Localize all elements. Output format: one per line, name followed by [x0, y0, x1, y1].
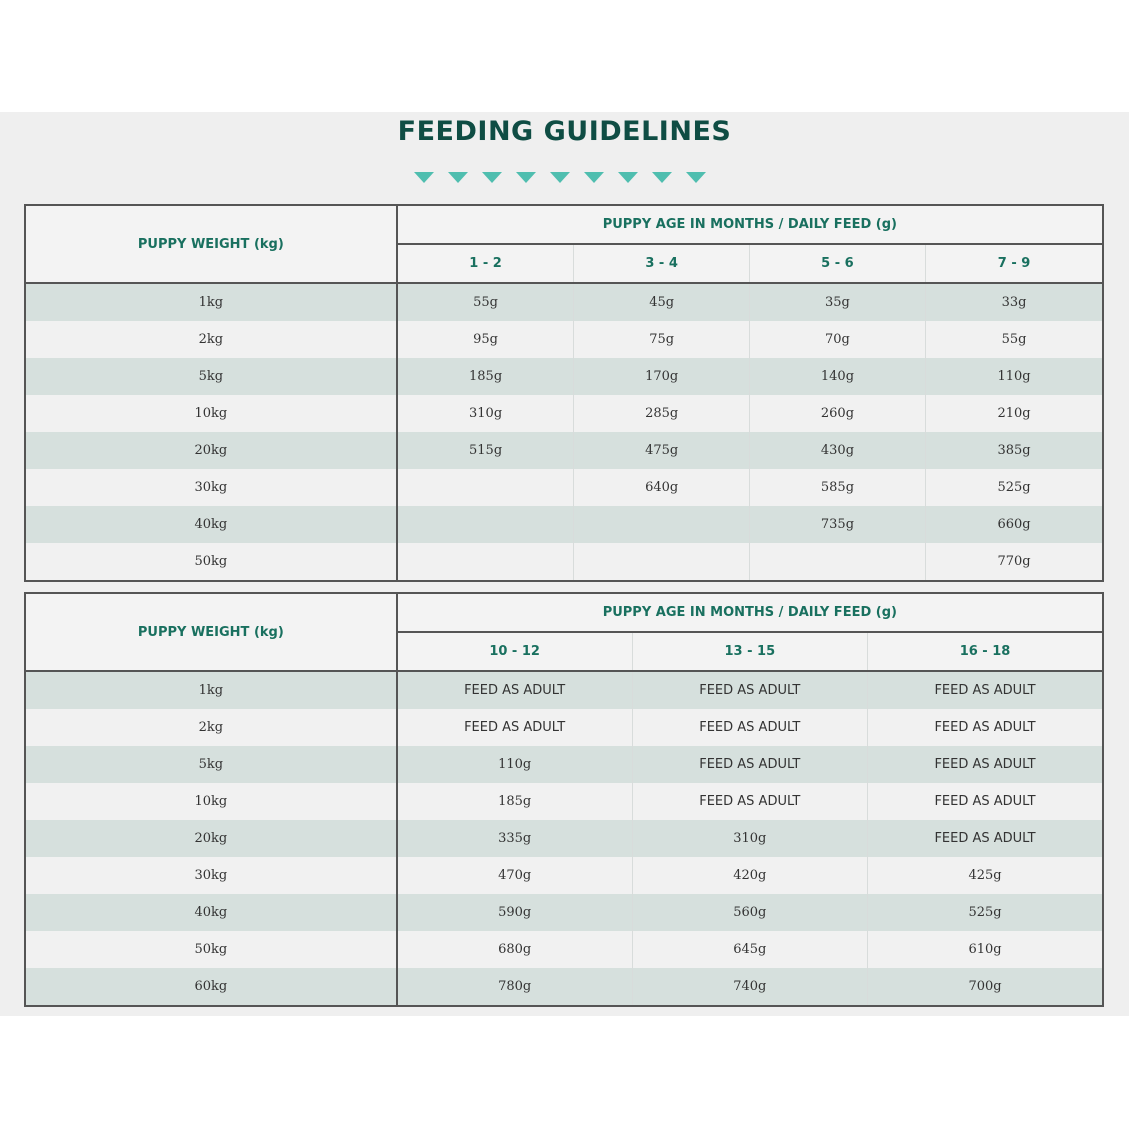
feed-amount-cell: 170g	[574, 358, 749, 395]
weight-cell: 30kg	[25, 857, 397, 894]
weight-cell: 1kg	[25, 671, 397, 709]
feed-amount-cell: 420g	[632, 857, 867, 894]
weight-cell: 1kg	[25, 283, 397, 321]
feed-amount-cell: 95g	[397, 321, 574, 358]
feed-amount-cell: FEED AS ADULT	[868, 671, 1103, 709]
feed-amount-cell	[749, 543, 925, 581]
age-column-header: PUPPY AGE IN MONTHS / DAILY FEED (g)	[397, 205, 1103, 244]
feed-amount-cell: 260g	[749, 395, 925, 432]
chevron-down-icon	[686, 172, 706, 183]
feed-amount-cell: 560g	[632, 894, 867, 931]
age-range-header: 13 - 15	[632, 632, 867, 671]
feed-amount-cell: 185g	[397, 358, 574, 395]
age-range-header: 5 - 6	[749, 244, 925, 283]
feed-amount-cell: 640g	[574, 469, 749, 506]
age-column-header: PUPPY AGE IN MONTHS / DAILY FEED (g)	[397, 593, 1103, 632]
weight-cell: 60kg	[25, 968, 397, 1006]
feed-amount-cell: FEED AS ADULT	[868, 709, 1103, 746]
feed-amount-cell: 75g	[574, 321, 749, 358]
weight-cell: 10kg	[25, 783, 397, 820]
feed-amount-cell: 110g	[926, 358, 1103, 395]
table-row	[25, 894, 1103, 931]
feed-amount-cell: 55g	[397, 283, 574, 321]
weight-cell: 2kg	[25, 321, 397, 358]
age-range-header: 10 - 12	[397, 632, 632, 671]
feed-amount-cell: 310g	[397, 395, 574, 432]
feed-amount-cell: 45g	[574, 283, 749, 321]
chevron-down-icon	[618, 172, 638, 183]
feed-amount-cell: FEED AS ADULT	[397, 671, 632, 709]
feeding-table-months-10-18	[24, 592, 1104, 1007]
feed-amount-cell: 210g	[926, 395, 1103, 432]
feed-amount-cell: 110g	[397, 746, 632, 783]
chevron-down-icon	[448, 172, 468, 183]
table-row	[25, 709, 1103, 746]
weight-cell: 40kg	[25, 506, 397, 543]
feed-amount-cell: 770g	[926, 543, 1103, 581]
chevron-down-icon	[516, 172, 536, 183]
feed-amount-cell: 425g	[868, 857, 1103, 894]
weight-cell: 10kg	[25, 395, 397, 432]
weight-cell: 5kg	[25, 746, 397, 783]
feed-amount-cell: 645g	[632, 931, 867, 968]
table-row	[25, 746, 1103, 783]
feed-amount-cell: 140g	[749, 358, 925, 395]
chevron-down-icon	[550, 172, 570, 183]
feed-amount-cell: FEED AS ADULT	[632, 671, 867, 709]
table-row	[25, 671, 1103, 709]
feed-amount-cell: 590g	[397, 894, 632, 931]
feed-amount-cell: 33g	[926, 283, 1103, 321]
feed-amount-cell: 185g	[397, 783, 632, 820]
table-row	[25, 506, 1103, 543]
feeding-table-months-1-9	[24, 204, 1104, 582]
feed-amount-cell: 780g	[397, 968, 632, 1006]
weight-cell: 2kg	[25, 709, 397, 746]
table-row	[25, 321, 1103, 358]
feed-amount-cell: 385g	[926, 432, 1103, 469]
feed-amount-cell: 525g	[926, 469, 1103, 506]
feed-amount-cell: FEED AS ADULT	[632, 783, 867, 820]
feed-amount-cell: 700g	[868, 968, 1103, 1006]
feed-amount-cell: 470g	[397, 857, 632, 894]
table-row	[25, 931, 1103, 968]
weight-cell: 5kg	[25, 358, 397, 395]
weight-column-header: PUPPY WEIGHT (kg)	[25, 205, 397, 283]
feed-amount-cell: 35g	[749, 283, 925, 321]
table-row	[25, 283, 1103, 321]
feed-amount-cell: 310g	[632, 820, 867, 857]
age-range-header: 1 - 2	[397, 244, 574, 283]
feed-amount-cell: 55g	[926, 321, 1103, 358]
feed-amount-cell: FEED AS ADULT	[868, 783, 1103, 820]
feed-amount-cell	[397, 543, 574, 581]
table-row	[25, 358, 1103, 395]
table-row	[25, 783, 1103, 820]
feed-amount-cell: 680g	[397, 931, 632, 968]
chevron-down-icon	[584, 172, 604, 183]
weight-column-header: PUPPY WEIGHT (kg)	[25, 593, 397, 671]
weight-cell: 30kg	[25, 469, 397, 506]
table-row	[25, 968, 1103, 1006]
table-row	[25, 432, 1103, 469]
feed-amount-cell	[397, 469, 574, 506]
feed-amount-cell	[397, 506, 574, 543]
feed-amount-cell: 70g	[749, 321, 925, 358]
feed-amount-cell: 285g	[574, 395, 749, 432]
age-range-header: 16 - 18	[868, 632, 1103, 671]
feed-amount-cell: FEED AS ADULT	[632, 746, 867, 783]
feed-amount-cell: 475g	[574, 432, 749, 469]
weight-cell: 40kg	[25, 894, 397, 931]
age-range-header: 7 - 9	[926, 244, 1103, 283]
table-row	[25, 395, 1103, 432]
weight-cell: 50kg	[25, 931, 397, 968]
weight-cell: 20kg	[25, 820, 397, 857]
feed-amount-cell	[574, 506, 749, 543]
chevron-down-icon	[414, 172, 434, 183]
decorative-chevron-row	[414, 172, 714, 186]
table-row	[25, 469, 1103, 506]
feed-amount-cell: FEED AS ADULT	[632, 709, 867, 746]
age-range-header: 3 - 4	[574, 244, 749, 283]
feed-amount-cell: 525g	[868, 894, 1103, 931]
table-row	[25, 857, 1103, 894]
feed-amount-cell: 610g	[868, 931, 1103, 968]
feed-amount-cell: 515g	[397, 432, 574, 469]
chevron-down-icon	[482, 172, 502, 183]
feed-amount-cell: 585g	[749, 469, 925, 506]
feed-amount-cell: FEED AS ADULT	[397, 709, 632, 746]
feed-amount-cell	[574, 543, 749, 581]
page-title: FEEDING GUIDELINES	[397, 116, 732, 147]
weight-cell: 50kg	[25, 543, 397, 581]
feed-amount-cell: 430g	[749, 432, 925, 469]
weight-cell: 20kg	[25, 432, 397, 469]
feed-amount-cell: FEED AS ADULT	[868, 820, 1103, 857]
chevron-down-icon	[652, 172, 672, 183]
feed-amount-cell: FEED AS ADULT	[868, 746, 1103, 783]
feed-amount-cell: 740g	[632, 968, 867, 1006]
feed-amount-cell: 660g	[926, 506, 1103, 543]
feed-amount-cell: 335g	[397, 820, 632, 857]
table-row	[25, 543, 1103, 581]
feed-amount-cell: 735g	[749, 506, 925, 543]
table-row	[25, 820, 1103, 857]
